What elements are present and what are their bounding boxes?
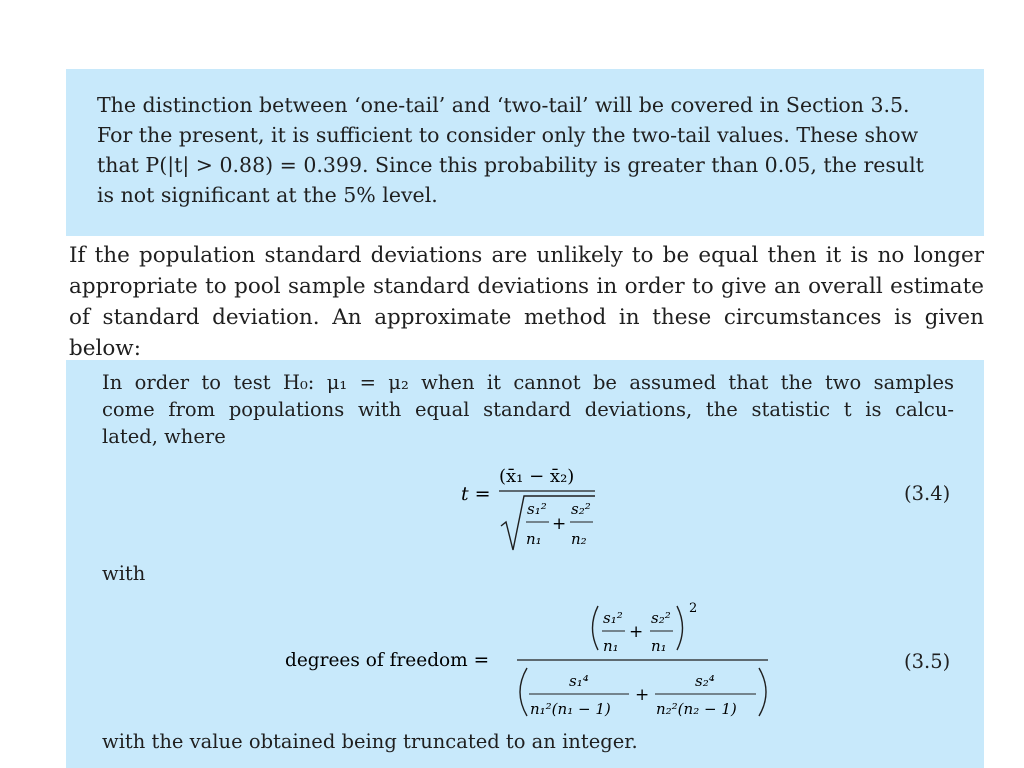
with-label: with: [102, 562, 146, 585]
eq2-num-plus: +: [629, 622, 644, 642]
left-paren: [593, 606, 599, 650]
eq2-num-s2-squared: s₂²: [651, 609, 671, 627]
test-description: [102, 369, 954, 450]
eq1-plus: +: [552, 514, 567, 534]
body-paragraph: [69, 240, 984, 364]
eq1-s2-squared: s₂²: [571, 500, 591, 518]
eq1-n2: n₂: [571, 530, 587, 548]
eq2-den-d2: n₂²(n₂ − 1): [656, 700, 737, 718]
eq2-den-plus: +: [635, 685, 650, 705]
text-line: of standard deviation. An approximate method in these circumstances is given: [69, 305, 984, 330]
equation-3-4: [455, 462, 605, 554]
eq2-den-d1: n₁²(n₁ − 1): [530, 700, 611, 718]
two-tail-note: [97, 90, 967, 210]
right-paren-large: [759, 668, 766, 716]
text-line: is not significant at the 5% level.: [97, 183, 438, 207]
eq2-num-s1-squared: s₁²: [603, 609, 623, 627]
eq1-n1: n₁: [526, 530, 542, 548]
eq2-den-s1-fourth: s₁⁴: [569, 672, 589, 690]
eq1-lhs: t =: [461, 483, 491, 505]
right-paren: [677, 606, 683, 650]
eq2-den-s2-fourth: s₂⁴: [695, 672, 715, 690]
eq1-numerator: (x̄₁ − x̄₂): [499, 466, 575, 487]
text-line: lated, where: [102, 425, 226, 448]
truncation-note: with the value obtained being truncated to an integer.: [102, 730, 638, 753]
left-paren-large: [520, 668, 527, 716]
equation-number-3-4: (3.4): [904, 482, 951, 505]
text-line: come from populations with equal standard deviations, the statistic t is calcu-: [102, 398, 954, 421]
equation-number-3-5: (3.5): [904, 650, 951, 673]
text-line: that P(|t| > 0.88) = 0.399. Since this probability is greater than 0.05, the result: [97, 153, 924, 177]
text-line: In order to test H₀: μ₁ = μ₂ when it cannot be assumed that the two samples: [102, 371, 954, 394]
eq2-lhs: degrees of freedom =: [285, 650, 490, 671]
eq2-num-n1: n₁: [603, 637, 619, 655]
eq1-s1-squared: s₁²: [527, 500, 547, 518]
text-line: appropriate to pool sample standard deviations in order to give an overall estimate: [69, 274, 984, 299]
text-line: For the present, it is sufficient to consider only the two-tail values. These show: [97, 123, 919, 147]
text-line: If the population standard deviations are unlikely to be equal then it is no longer: [69, 243, 984, 268]
text-line: The distinction between ‘one-tail’ and ‘two-tail’ will be covered in Section 3.5.: [97, 93, 910, 117]
eq2-num-exponent: 2: [689, 601, 698, 616]
text-line: below:: [69, 336, 141, 361]
equation-3-5: [285, 598, 775, 722]
eq2-num-n1-second: n₁: [651, 637, 667, 655]
